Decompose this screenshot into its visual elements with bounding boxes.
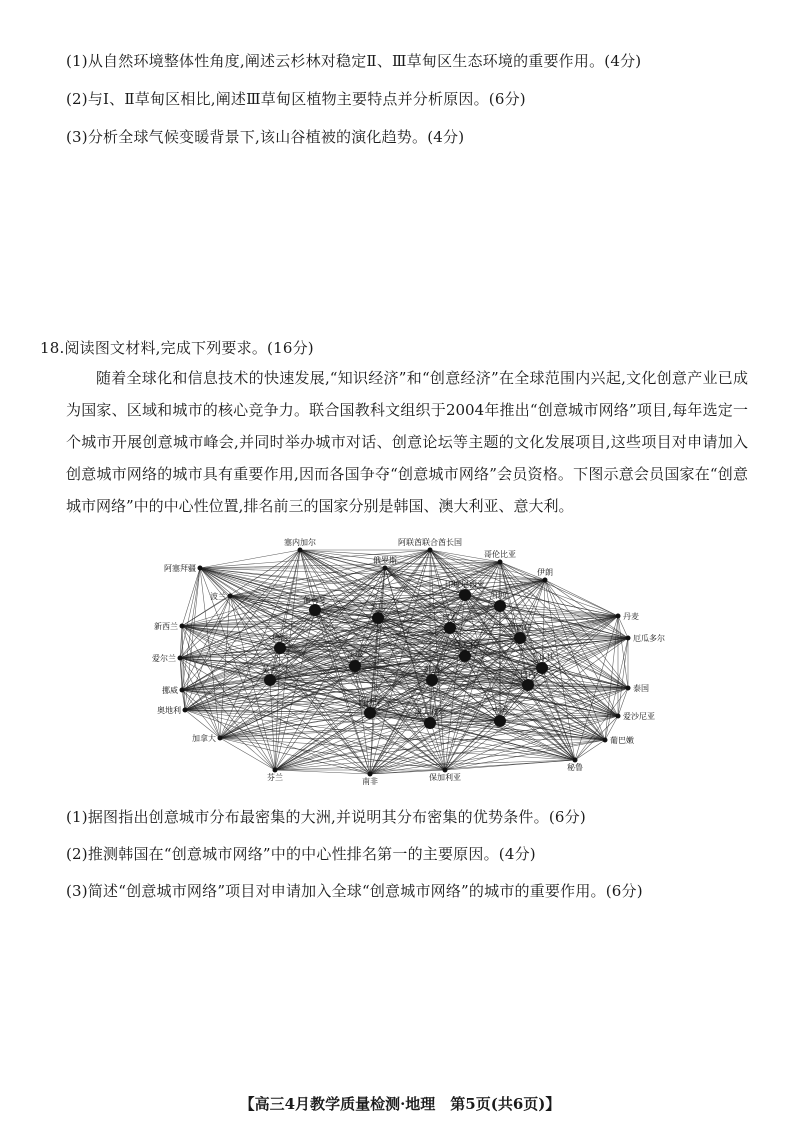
network-edges [180, 550, 628, 774]
network-edge [220, 738, 275, 770]
network-node [573, 758, 578, 763]
network-node [364, 707, 376, 719]
network-node [626, 636, 631, 641]
network-edge [200, 550, 300, 568]
network-node [494, 715, 506, 727]
network-edge [270, 668, 542, 680]
network-label: 泰国 [633, 684, 649, 693]
network-label: 西班牙 [358, 698, 382, 707]
question-18-1: (1)据图指出创意城市分布最密集的大洲,并说明其分布密集的优势条件。(6分) [66, 808, 586, 826]
network-label: 韩国 [424, 665, 440, 674]
network-label: 英国 [262, 665, 278, 674]
network-label: 波兰 [210, 592, 226, 601]
network-edge [275, 760, 575, 770]
network-label: 阿联酋联合酋长国 [398, 538, 462, 547]
network-node [514, 632, 526, 644]
question-17-3: (3)分析全球气候变暖背景下,该山谷植被的演化趋势。(4分) [66, 128, 465, 146]
network-label: 俄罗斯 [373, 556, 397, 565]
network-label: 法国 [347, 651, 363, 660]
network-node [424, 717, 436, 729]
network-node [494, 600, 506, 612]
network-label: 塞内加尔 [284, 538, 316, 547]
network-node [178, 656, 183, 661]
network-node [273, 768, 278, 773]
network-label: 丹麦 [623, 612, 639, 621]
network-label: 爱沙尼亚 [623, 712, 655, 721]
network-node [274, 642, 286, 654]
network-edge [385, 568, 450, 628]
network-node [309, 604, 321, 616]
network-label: 日本 [442, 613, 458, 622]
network-label: 保加利亚 [429, 773, 461, 782]
network-node [426, 674, 438, 686]
question-18-3: (3)简述“创意城市网络”项目对申请加入全球“创意城市网络”的城市的重要作用。(6分) [66, 882, 643, 900]
question-17-1: (1)从自然环境整体性角度,阐述云杉林对稳定Ⅱ、Ⅲ草甸区生态环境的重要作用。(4分) [66, 52, 642, 70]
network-label: 印度尼西亚 [445, 580, 485, 589]
network-edge [275, 713, 370, 770]
network-node [543, 578, 548, 583]
network-node [616, 614, 621, 619]
network-label: 德国 [272, 633, 288, 642]
network-edge [545, 580, 605, 740]
network-node [228, 594, 233, 599]
network-label: 芬兰 [267, 773, 283, 782]
network-node [368, 772, 373, 777]
network-label: 中国 [492, 706, 508, 715]
page-footer: 【高三4月教学质量检测·地理 第5页(共6页)】 [239, 1095, 561, 1113]
network-label: 奥地利 [157, 706, 181, 715]
network-label: 葡萄牙 [303, 595, 327, 604]
network-node [372, 612, 384, 624]
network-node [383, 566, 388, 571]
network-node [444, 622, 456, 634]
network-edge [180, 568, 200, 658]
network-label: 哥伦比亚 [484, 550, 516, 559]
network-label: 秘鲁 [567, 763, 583, 772]
network-node [536, 662, 548, 674]
network-edge [182, 568, 200, 626]
network-node [183, 708, 188, 713]
network-edge [220, 713, 370, 738]
network-node [218, 736, 223, 741]
network-label: 美国 [370, 603, 386, 612]
network-node [498, 560, 503, 565]
network-node [522, 679, 534, 691]
network-node [264, 674, 276, 686]
network-node [459, 589, 471, 601]
network-label: 南非 [362, 777, 378, 786]
network-label: 巴西 [520, 670, 536, 679]
network-label: 挪威 [162, 686, 178, 695]
network-node [603, 738, 608, 743]
network-label: 加拿大 [192, 734, 216, 743]
network-label: 葡巴嫩 [610, 736, 634, 745]
network-node [298, 548, 303, 553]
network-node [459, 650, 471, 662]
network-label: 伊朗 [537, 568, 553, 577]
network-label: 爱尔兰 [152, 654, 176, 663]
network-label: 厄瓜多尔 [633, 634, 665, 643]
network-node [198, 566, 203, 571]
creative-cities-network-diagram [152, 538, 665, 786]
network-label: 墨西哥 [508, 623, 532, 632]
network-label: 土耳其 [530, 653, 554, 662]
network-label: 阿塞拜疆 [164, 564, 196, 573]
network-edge [220, 618, 378, 738]
network-edge [370, 721, 500, 774]
network-label: 意大利 [453, 641, 477, 650]
question-18-2: (2)推测韩国在“创意城市网络”中的中心性排名第一的主要原因。(4分) [66, 845, 536, 863]
network-edge [270, 680, 275, 770]
network-label: 澳大利亚 [414, 708, 446, 717]
network-node [616, 714, 621, 719]
question-18-material: 随着全球化和信息技术的快速发展,“知识经济”和“创意经济”在全球范围内兴起,文化创意产业已成为国家、区域和城市的核心竞争力。联合国教科文组织于2004年推出“创意城市网络”项目,每年选定一个城市开展创意城市峰会,并同时举办城市对话、创意论坛等主题的文化发展项目,这些项目对申请加入创意城市网络的城市具有重要作用,因而各国争夺“创意城市网络”会员资格。下图示意会员国家在“创意城市网络”中的中心性位置,排名前三的国家分别是韩国、澳大利亚、意大利。 [66, 369, 748, 515]
network-node [428, 548, 433, 553]
network-node [180, 624, 185, 629]
network-node [349, 660, 361, 672]
question-18-heading: 18.阅读图文材料,完成下列要求。(16分) [40, 339, 314, 357]
network-node [626, 686, 631, 691]
network-label: 印度 [492, 591, 508, 600]
question-17-2: (2)与Ⅰ、Ⅱ草甸区相比,阐述Ⅲ草甸区植物主要特点并分析原因。(6分) [66, 90, 526, 108]
network-node [180, 688, 185, 693]
network-node [443, 768, 448, 773]
network-label: 新西兰 [154, 622, 178, 631]
